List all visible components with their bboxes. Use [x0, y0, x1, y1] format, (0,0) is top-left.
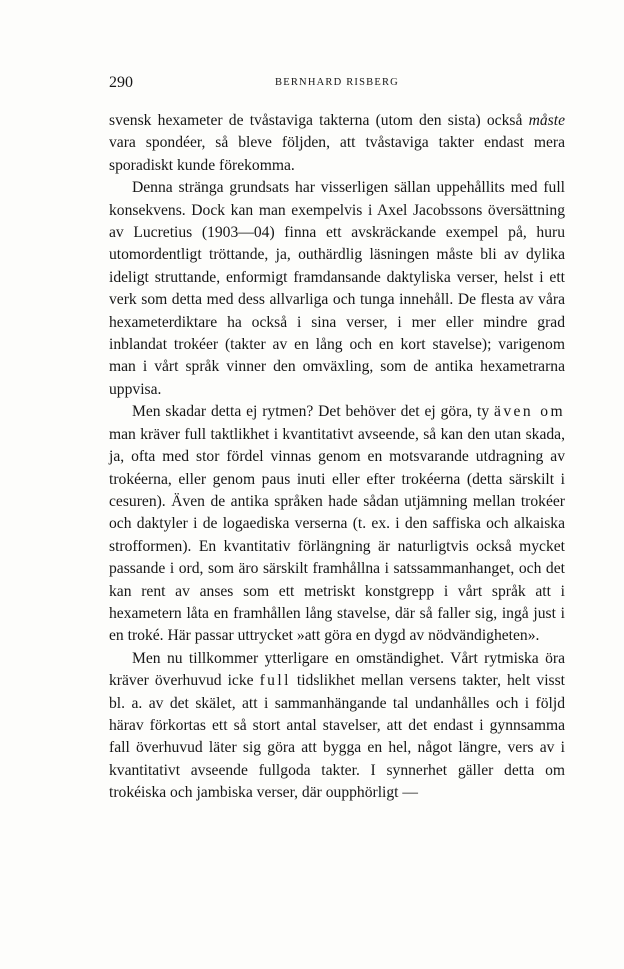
text-segment: man kräver full taktlikhet i kvantitativt avseende, så kan den utan skada, ja, ofta med stor fördel vinnas genom en motsvarande utdragning av trokéerna, eller genom paus inuti eller efter trokéerna (detta särskilt i cesuren). Även de antika språken hade sådan utjämning mellan trokéer och daktyler i de logaediska verserna (t. ex. i den saffiska och alkaiska strofformen). En kvantitativ förlängning är naturligtvis också mycket passande i ord, som äro särskilt framhållna i satssammanhanget, och det kan rent av anses som ett metriskt konstgrepp i vårt språk att i hexametern låta en framhållen lång stavelse, där så faller sig, ingå just i en troké. Här passar uttrycket »att göra en dygd av nödvändigheten». [109, 425, 565, 645]
body-text [109, 110, 565, 805]
running-head: BERNHARD RISBERG [275, 77, 399, 88]
paragraph [109, 648, 565, 805]
text-segment: Men skadar detta ej rytmen? Det behöver det ej göra, ty [132, 403, 494, 421]
paragraph [109, 401, 565, 647]
text-segment: tidslikhet mellan versens takter, helt visst bl. a. av det skälet, att i sammanhängande tal undanhålles och i följd härav förkortas ett så stort antal stavelser, att det endast i gynnsamma fall överhuvud läter sig göra att bygga en hel, något längre, vers av i kvantitativt avseende fullgoda takter. I synnerhet gäller detta om trokéiska och jambiska verser, där oupphörligt — [109, 672, 566, 802]
paragraph [109, 110, 565, 177]
text-segment: vara spondéer, så bleve följden, att tvåstaviga takter endast mera sporadiskt kunde förekomma. [109, 134, 565, 174]
text-segment: svensk hexameter de tvåstaviga takterna (utom den sista) också [109, 112, 529, 129]
spaced-emphasis-text: även om [494, 403, 566, 421]
paragraph [109, 177, 565, 401]
page-number: 290 [109, 74, 133, 91]
page-header [109, 70, 565, 96]
spaced-emphasis-text: full [259, 672, 291, 690]
emphasis-text: måste [528, 112, 565, 129]
book-page [109, 70, 565, 805]
text-segment: Men nu tillkommer ytterligare en omständighet. Vårt rytmiska öra kräver överhuvud icke [109, 649, 565, 690]
text-segment: Denna stränga grundsats har visserligen sällan uppehållits med full konsekvens. Dock kan man exempelvis i Axel Jacobssons översättning av Lucretius (1903—04) finna ett avskräckande exempel på, huru utomordentligt tröttande, ja, outhärdlig läsningen måste bli av dylika ideligt struttande, enformigt framdansande daktyliska verser, helst i ett verk som detta med dess allvarliga och tunga innehåll. De flesta av våra hexameterdiktare ha också i sina verser, i mer eller mindre grad inblandat trokéer (takter av en lång och en kort stavelse); varigenom man i vårt språk vinner den omväxling, som de antika hexametrarna uppvisa. [109, 179, 565, 398]
